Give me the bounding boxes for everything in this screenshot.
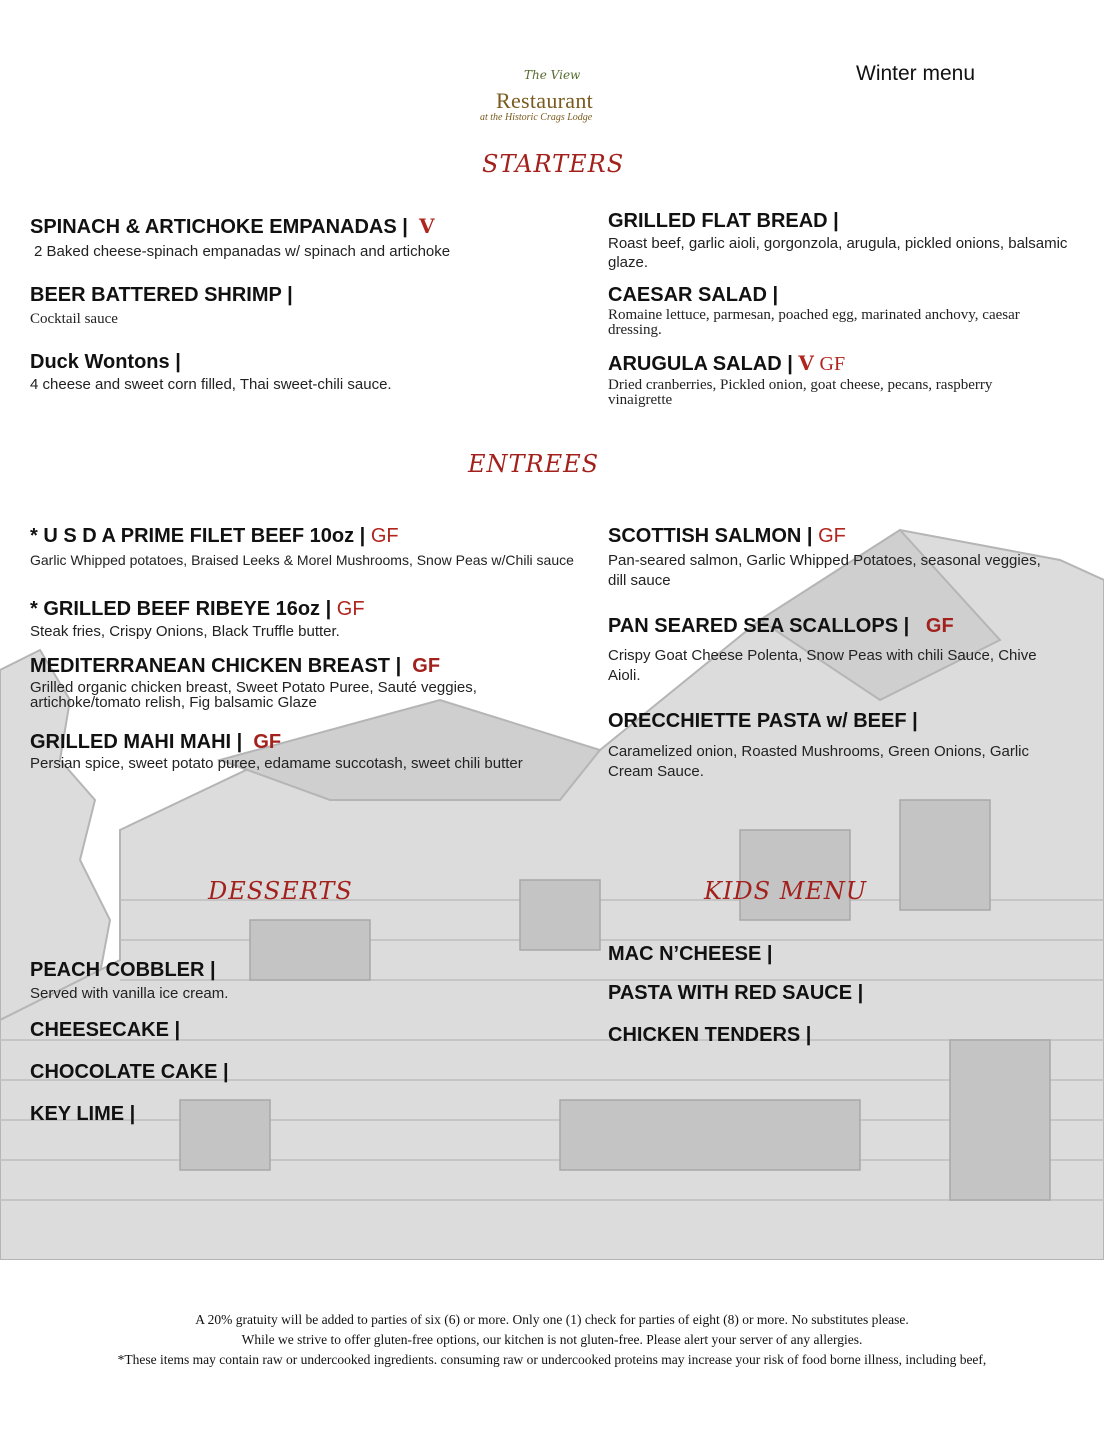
entrees-heading: ENTREES [468, 450, 600, 478]
menu-item: GRILLED FLAT BREAD | [608, 210, 839, 232]
menu-item: ARUGULA SALAD | V GF [608, 351, 846, 375]
item-name: MEDITERRANEAN CHICKEN BREAST [30, 655, 391, 677]
season-label: Winter menu [856, 62, 976, 85]
item-description: Garlic Whipped potatoes, Braised Leeks & Morel Mushrooms, Snow Peas w/Chili sauce [30, 552, 574, 568]
gluten-free-tag: GF [412, 655, 441, 677]
item-name: BEER BATTERED SHRIMP [30, 284, 282, 306]
logo-sub: at the Historic Crags Lodge [480, 112, 593, 123]
menu-item: GRILLED MAHI MAHI | GF [30, 731, 282, 753]
starters-heading: STARTERS [482, 150, 625, 178]
item-name: CAESAR SALAD [608, 284, 767, 306]
item-name: GRILLED MAHI MAHI [30, 731, 232, 753]
gluten-free-tag: GF [370, 525, 399, 547]
item-name: SPINACH & ARTICHOKE EMPANADAS [30, 216, 397, 238]
menu-item: * GRILLED BEEF RIBEYE 16oz | GF [30, 598, 365, 620]
menu-item: SCOTTISH SALMON | GF [608, 525, 846, 547]
item-description: Grilled organic chicken breast, Sweet Potato Puree, Sauté veggies, artichoke/tomato relish, Fig balsamic Glaze [30, 679, 477, 711]
logo-main: Restaurant [496, 88, 594, 113]
desserts-heading: DESSERTS [208, 877, 353, 905]
menu-item: PASTA WITH RED SAUCE | [608, 982, 864, 1004]
menu-item: BEER BATTERED SHRIMP | [30, 284, 293, 306]
menu-item: PAN SEARED SEA SCALLOPS | GF [608, 615, 954, 637]
item-description: Dried cranberries, Pickled onion, goat cheese, pecans, raspberry vinaigrette [608, 377, 993, 408]
menu-item: KEY LIME | [30, 1103, 136, 1125]
menu-item: SPINACH & ARTICHOKE EMPANADAS | V [30, 214, 435, 238]
logo-script: The View [524, 68, 581, 82]
item-description: 4 cheese and sweet corn filled, Thai sweet-chili sauce. [30, 376, 392, 393]
gluten-free-tag: GF [925, 615, 954, 637]
item-description: Pan-seared salmon, Garlic Whipped Potatoes, seasonal veggies, dill sauce [608, 552, 1041, 589]
menu-item: ORECCHIETTE PASTA w/ BEEF | [608, 710, 918, 732]
menu-item: CHEESECAKE | [30, 1019, 181, 1041]
item-description: Served with vanilla ice cream. [30, 985, 229, 1002]
item-name: ARUGULA SALAD [608, 353, 782, 375]
item-name: MAC N’CHEESE [608, 943, 762, 965]
item-name: PAN SEARED SEA SCALLOPS [608, 615, 899, 637]
menu-item: Duck Wontons | [30, 351, 181, 373]
footer-allergy-note: While we strive to offer gluten-free options, our kitchen is not gluten-free. Please alert your server of any allergies. [241, 1332, 863, 1347]
item-name: * GRILLED BEEF RIBEYE 16oz [30, 598, 321, 620]
menu-item: CAESAR SALAD | [608, 284, 779, 306]
item-name: PASTA WITH RED SAUCE [608, 982, 853, 1004]
footer-raw-food-warning: *These items may contain raw or undercooked ingredients. consuming raw or undercooked proteins may increase your risk of food borne illness, including beef, [117, 1352, 987, 1367]
restaurant-logo [478, 62, 628, 132]
item-name: GRILLED FLAT BREAD [608, 210, 828, 232]
item-name: Duck Wontons [30, 351, 170, 373]
item-name: CHEESECAKE [30, 1019, 169, 1041]
menu-item: MEDITERRANEAN CHICKEN BREAST | GF [30, 655, 441, 677]
item-name: * U S D A PRIME FILET BEEF 10oz [30, 525, 355, 547]
gluten-free-tag: GF [336, 598, 365, 620]
item-description: Persian spice, sweet potato puree, edamame succotash, sweet chili butter [30, 755, 523, 772]
menu-item: PEACH COBBLER | [30, 959, 216, 981]
item-name: CHOCOLATE CAKE [30, 1061, 218, 1083]
vegetarian-tag: V [418, 214, 435, 238]
item-name: CHICKEN TENDERS [608, 1024, 801, 1046]
item-description: Caramelized onion, Roasted Mushrooms, Green Onions, Garlic Cream Sauce. [608, 743, 1030, 780]
footer-gratuity-note: A 20% gratuity will be added to parties of six (6) or more. Only one (1) check for parties of eight (8) or more. No substitutes please. [195, 1312, 909, 1327]
menu-item: MAC N’CHEESE | [608, 943, 773, 965]
item-name: ORECCHIETTE PASTA w/ BEEF [608, 710, 907, 732]
item-description: 2 Baked cheese-spinach empanadas w/ spinach and artichoke [34, 243, 451, 260]
gluten-free-tag: GF [818, 525, 846, 547]
item-name: PEACH COBBLER [30, 959, 205, 981]
item-description: Steak fries, Crispy Onions, Black Truffle butter. [30, 623, 340, 640]
item-description: Roast beef, garlic aioli, gorgonzola, arugula, pickled onions, balsamic glaze. [608, 235, 1068, 271]
item-name: KEY LIME [30, 1103, 125, 1125]
menu-item: * U S D A PRIME FILET BEEF 10oz | GF [30, 525, 399, 547]
kids-menu-heading: KIDS MENU [704, 877, 868, 905]
item-description: Cocktail sauce [30, 311, 118, 327]
menu-item: CHICKEN TENDERS | [608, 1024, 812, 1046]
item-description: Romaine lettuce, parmesan, poached egg, marinated anchovy, caesar dressing. [608, 307, 1020, 338]
item-description: Crispy Goat Cheese Polenta, Snow Peas with chili Sauce, Chive Aioli. [608, 647, 1037, 684]
gluten-free-tag: GF [819, 353, 846, 375]
item-name: SCOTTISH SALMON [608, 525, 802, 547]
vegetarian-tag: V [798, 351, 814, 375]
gluten-free-tag: GF [253, 731, 282, 753]
menu-item: CHOCOLATE CAKE | [30, 1061, 229, 1083]
